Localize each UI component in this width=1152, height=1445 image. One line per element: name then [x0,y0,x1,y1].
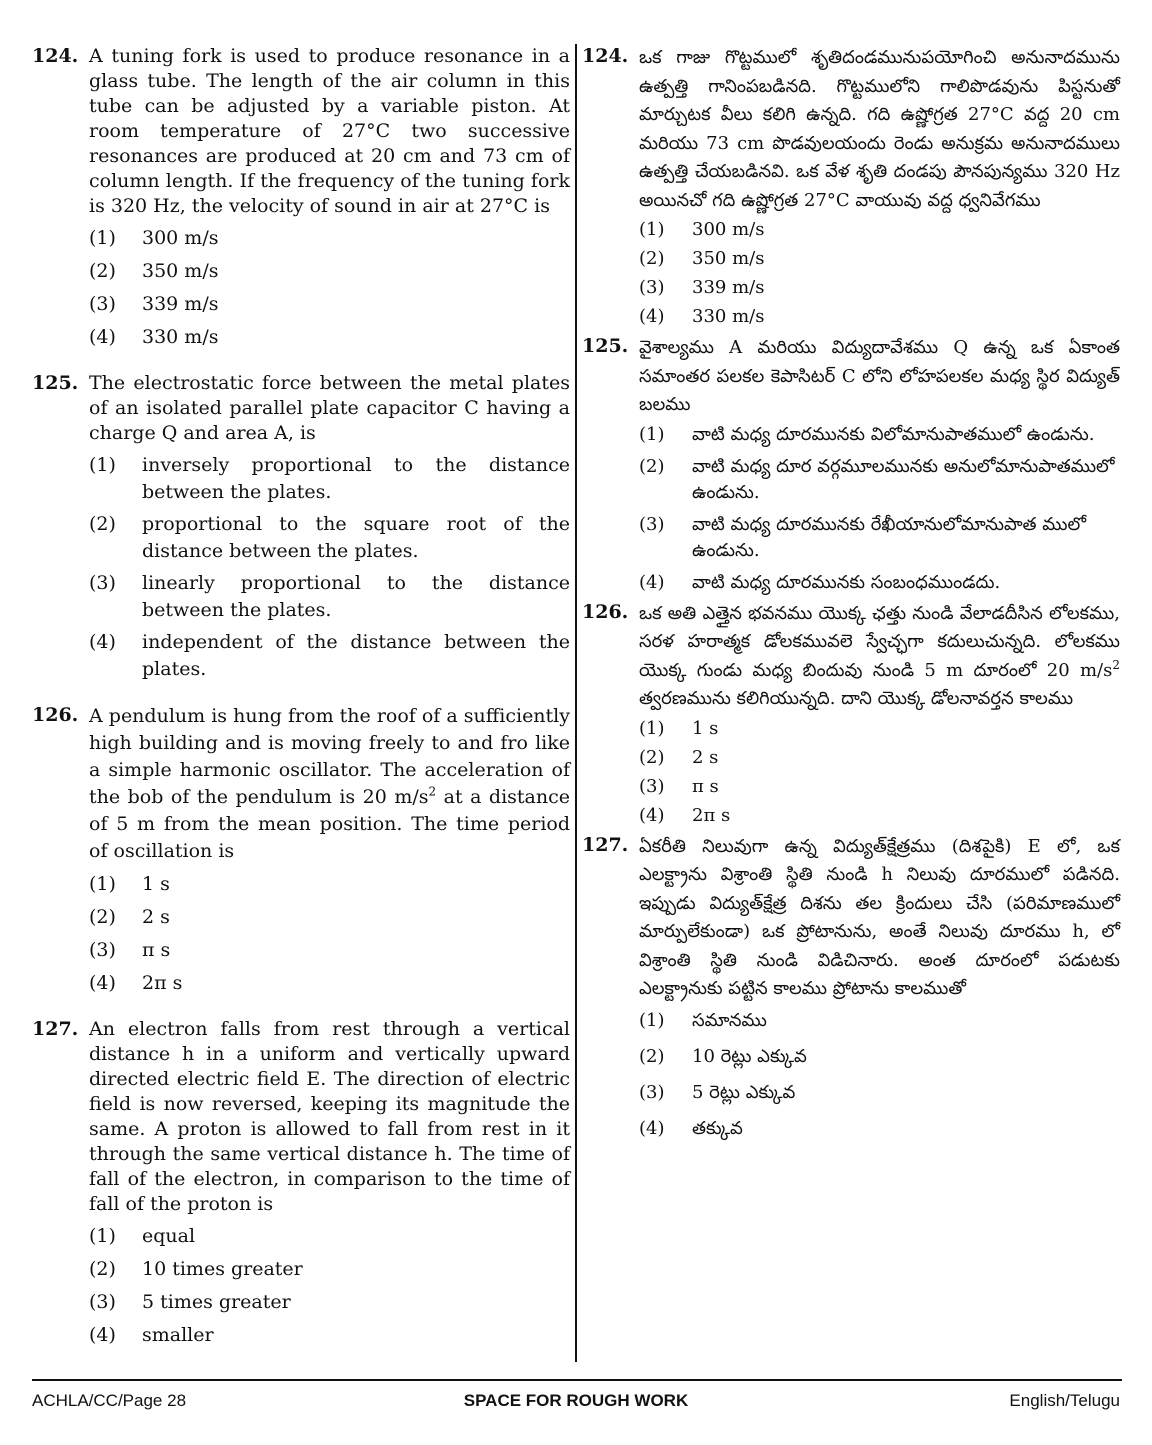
option-number: (1) [89,873,116,895]
option [639,1008,1120,1034]
option-text: 339 m/s [142,293,219,315]
option [89,904,570,931]
option [639,1116,1120,1142]
option [639,304,1120,330]
option-number: (3) [639,513,665,535]
question-text-part: A pendulum is hung from the roof of a sufficiently high building and is moving freely to and fro like a simple harmonic oscillator. The acceleration of the bob of the pendulum is 20 m/s [89,705,570,808]
option [89,511,570,565]
telugu-column [582,44,1120,1145]
options-list [89,871,570,997]
options-list [639,716,1120,829]
options-list [89,1223,570,1349]
option-number: (3) [639,277,665,298]
question-124-te [582,44,1120,330]
option-text: independent of the distance between the plates. [142,631,570,680]
option-number: (4) [639,1117,665,1139]
option-number: (3) [89,572,116,594]
option-number: (4) [89,972,116,994]
option [639,716,1120,742]
option-number: (1) [89,1225,116,1247]
option-number: (3) [89,1291,116,1313]
superscript: 2 [428,784,437,799]
option-text: 1 s [692,717,719,739]
option [89,1289,570,1316]
option-number: (1) [639,1009,665,1031]
question-text: A tuning fork is used to produce resonance in a glass tube. The length of the air column in this tube can be adjusted by a variable piston. At room temperature of 27°C two successive resonances are produced at 20 cm and 73 cm of column length. If the frequency of the tuning fork is 320 Hz, the velocity of sound in air at 27°C is [89,45,570,217]
option [89,1223,570,1250]
option-text: π s [142,939,171,961]
option [89,258,570,285]
option [89,1256,570,1283]
option-text: 10 times greater [142,1258,303,1280]
question-text-part: ఒక అతి ఎత్తైన భవనము యొక్క ఛత్తు నుండి వేలాడదీసిన లోలకము, సరళ హరాత్మక డోలకమువలె స్వేచ్ఛగా కదులుచున్నది. లోలకము యొక్క గుండు మధ్య బిందువు నుండి 5 m దూరంలో 20 m/s [639,602,1120,681]
footer-rule [32,1379,1122,1381]
option [639,275,1120,301]
option-text: 5 times greater [142,1291,291,1313]
option [639,454,1120,506]
option [639,774,1120,800]
question-126-en [32,703,570,997]
option [639,803,1120,829]
option [89,937,570,964]
option-number: (2) [639,1045,665,1067]
option-text: 300 m/s [142,227,219,249]
question-number: 124. [582,45,629,67]
option-number: (4) [639,571,665,593]
option [89,225,570,252]
question-125-en [32,371,570,683]
option-text: linearly proportional to the distance between the plates. [142,572,570,621]
question-124-en [32,44,570,351]
question-number: 127. [582,833,629,856]
question-text: An electron falls from rest through a vertical distance h in a uniform and vertically upward directed electric field E. The direction of electric field is now reversed, keeping its magnitude the same. A proton is allowed to fall from rest in it through the same vertical distance h. The time of fall of the electron, in comparison to the time of fall of the proton is [89,1018,570,1215]
option [89,570,570,624]
option-text: 2π s [692,804,731,826]
option-text: equal [142,1225,196,1247]
option-number: (2) [89,513,116,535]
option [639,422,1120,448]
option-text: π s [692,775,719,797]
option-text: వాటి మధ్య దూరమునకు రేఖీయానులోమానుపాత ములో ఉండును. [692,513,1087,561]
option [89,452,570,506]
option-number: (4) [639,804,665,826]
question-text: వైశాల్యము A మరియు విద్యుదావేశము Q ఉన్న ఒక ఏకాంత సమాంతర పలకల కెపాసిటర్ C లోని లోహపలకల మధ్య స్థిర విద్యుత్ బలము [639,337,1120,415]
question-number: 127. [32,1018,79,1040]
question-number: 126. [32,704,79,726]
column-divider [575,44,577,1362]
question-125-te [582,334,1120,596]
option-text: 1 s [142,873,170,895]
option [89,291,570,318]
question-text: ఏకరీతి నిలువుగా ఉన్న విద్యుత్‌క్షేత్రము (దిశపైకి) E లో, ఒక ఎలక్ట్రాను విశ్రాంతి స్థితి నుండి h నిలువు దూరములో పడినది. ఇప్పుడు విద్యుత్‌క్షేత్ర దిశను తల క్రిందులు చేసి (పరిమాణములో మార్పులేకుండా) ఒక ప్రోటానును, అంతే నిలువు దూరము h, లో విశ్రాంతి స్థితి నుండి విడిచినారు. అంత దూరంలో పడుటకు ఎలక్ట్రానుకు పట్టిన కాలము ప్రోటాను కాలముతో [639,835,1120,999]
question-text-part: at a distance of 5 m from the mean position. The time period of oscillation is [89,786,570,862]
option [639,570,1120,596]
option-number: (2) [639,248,665,269]
option [89,871,570,898]
option [89,324,570,351]
option-text: 350 m/s [142,260,219,282]
option [89,970,570,997]
option-text: సమానము [692,1009,767,1031]
question-number: 124. [32,45,79,67]
question-text-part: త్వరణమును కలిగియున్నది. దాని యొక్క డోలనావర్తన కాలము [639,688,1074,709]
option-number: (4) [639,306,665,327]
question-number: 125. [582,335,629,357]
option-text: 330 m/s [692,306,765,327]
option-text: proportional to the square root of the distance between the plates. [142,513,570,562]
english-column [32,44,570,1355]
option-text: 2π s [142,972,183,994]
option-number: (2) [89,1258,116,1280]
option [639,1044,1120,1070]
option-text: 5 రెట్లు ఎక్కువ [692,1081,796,1103]
option-number: (1) [639,219,665,240]
option-text: 300 m/s [692,219,765,240]
option-number: (1) [639,717,665,739]
option-text: inversely proportional to the distance between the plates. [142,454,570,503]
option-number: (3) [639,775,665,797]
question-text: The electrostatic force between the metal plates of an isolated parallel plate capacitor C having a charge Q and area A, is [89,372,570,444]
option-number: (2) [639,746,665,768]
option [639,246,1120,272]
options-list [639,1008,1120,1142]
question-126-te [582,600,1120,829]
options-list [639,217,1120,330]
question-number: 126. [582,600,629,623]
option-number: (4) [89,326,116,348]
question-127-te [582,833,1120,1142]
option-text: 350 m/s [692,248,765,269]
option-text: తక్కువ [692,1117,743,1139]
option [639,1080,1120,1106]
option [639,217,1120,243]
question-text: ఒక గాజు గొట్టములో శృతిదండమునుపయోగించి అనునాదమును ఉత్పత్తి గానింపబడినది. గొట్టములోని గాలిపొడవును పిస్టనుతో మార్చుటక వీలు కలిగి ఉన్నది. గది ఉష్ణోగ్రత 27°C వద్ద 20 cm మరియు 73 cm పొడవులయందు రెండు అనుక్రమ అనునాదములు ఉత్పత్తి చేయబడినవి. ఒక వేళ శృతి దండపు పౌనపున్యము 320 Hz అయినచో గది ఉష్ణోగ్రత 27°C వాయువు వద్ద ధ్వనివేగము [639,47,1120,211]
option-number: (3) [89,293,116,315]
option-number: (1) [639,423,665,445]
options-list [89,452,570,683]
footer-rough-work-label: SPACE FOR ROUGH WORK [463,1391,689,1410]
options-list [639,422,1120,596]
superscript: 2 [1112,657,1120,672]
footer-page-code: ACHLA/CC/Page 28 [32,1391,187,1410]
option-number: (4) [89,631,116,653]
option-text: 330 m/s [142,326,219,348]
question-text [639,600,1120,714]
options-list [89,225,570,351]
option [89,629,570,683]
option-number: (1) [89,227,116,249]
option-number: (1) [89,454,116,476]
option-text: వాటి మధ్య దూరమునకు విలోమానుపాతములో ఉండును. [692,423,1095,445]
option-number: (2) [639,455,665,477]
option-text: smaller [142,1324,214,1346]
option-text: 339 m/s [692,277,765,298]
option [639,512,1120,564]
option-text: 2 s [142,906,170,928]
option-text: 10 రెట్లు ఎక్కువ [692,1045,807,1067]
option-number: (3) [639,1081,665,1103]
footer-language: English/Telugu [1009,1391,1120,1410]
option-number: (3) [89,939,116,961]
option [639,745,1120,771]
option-text: వాటి మధ్య దూరమునకు సంబంధముండదు. [692,571,1001,593]
option-text: 2 s [692,746,719,768]
option-number: (4) [89,1324,116,1346]
option [89,1322,570,1349]
option-text: వాటి మధ్య దూర వర్గమూలమునకు అనులోమానుపాతములో ఉండును. [692,455,1115,503]
question-text [89,703,570,865]
question-127-en [32,1017,570,1349]
question-number: 125. [32,372,79,394]
option-number: (2) [89,260,116,282]
option-number: (2) [89,906,116,928]
